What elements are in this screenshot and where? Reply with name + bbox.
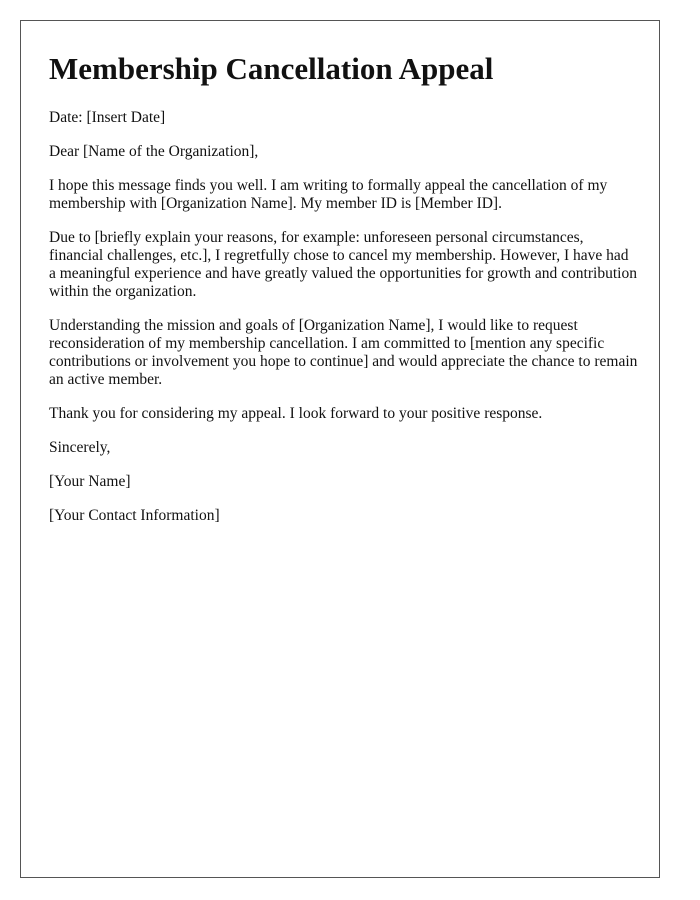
signature-contact: [Your Contact Information] [49,507,220,524]
signature-name: [Your Name] [49,473,131,490]
closing: Sincerely, [49,439,111,456]
salutation: Dear [Name of the Organization], [49,143,259,160]
body-paragraph-request: Understanding the mission and goals of [Organization Name], I would like to request reconsideration of my membership cancellation. I am committed to [mention any specific contributions or involvement you hope to continue] and would appreciate the chance to remain an active member. [49,317,638,388]
letter-content [49,49,639,541]
body-paragraph-thanks: Thank you for considering my appeal. I look forward to your positive response. [49,405,543,422]
letter-title: Membership Cancellation Appeal [49,51,494,86]
body-paragraph-intro: I hope this message finds you well. I am writing to formally appeal the cancellation of my membership with [Organization Name]. My member ID is [Member ID]. [49,177,608,212]
date-line: Date: [Insert Date] [49,109,166,126]
letter-page [20,20,660,878]
body-paragraph-reasons: Due to [briefly explain your reasons, for example: unforeseen personal circumstances, financial challenges, etc.], I regretfully chose to cancel my membership. However, I have had a meaningful experience and have greatly valued the opportunities for growth and contribution within the organization. [49,229,637,300]
